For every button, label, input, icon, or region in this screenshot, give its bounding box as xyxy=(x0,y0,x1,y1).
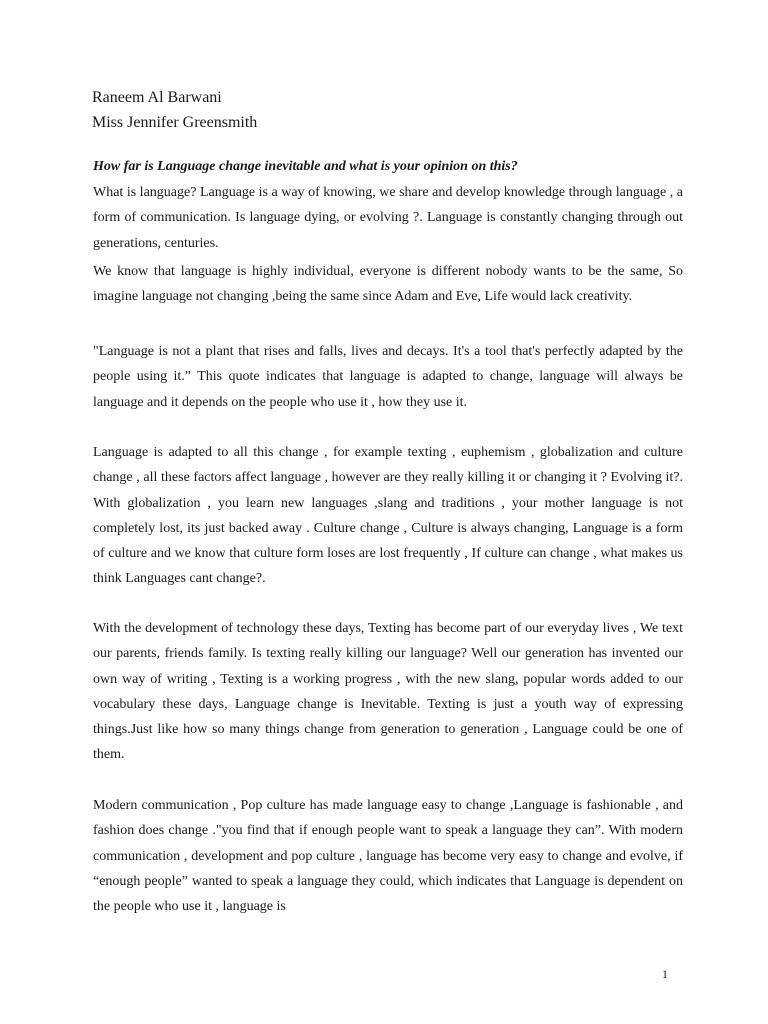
author-name: Raneem Al Barwani xyxy=(92,89,222,106)
paragraph: Modern communication , Pop culture has made language easy to change ,Language is fashionable , and fashion does change ."you find that if enough people want to speak a language they can”. With modern communication , development and pop culture , language has become very easy to change and evolve, if “enough people” wanted to speak a language they could, which indicates that Language is dependent on the people who use it , language is xyxy=(93,798,683,915)
paragraph: We know that language is highly individual, everyone is different nobody wants to be the same, So imagine language not changing ,being the same since Adam and Eve, Life would lack creativity. xyxy=(93,264,683,305)
paragraph: "Language is not a plant that rises and falls, lives and decays. It's a tool that's perfectly adapted by the people using it.” This quote indicates that language is adapted to change, language will always be language and it depends on the people who use it , how they use it. xyxy=(93,344,683,410)
paragraph: What is language? Language is a way of knowing, we share and develop knowledge through language , a form of communication. Is language dying, or evolving ?. Language is constantly changing through out generations, centuries. xyxy=(93,185,683,251)
paragraph: Language is adapted to all this change , for example texting , euphemism , globalization and culture change , all these factors affect language , however are they really killing it or changing it ? Evolving it?. With globalization , you learn new languages ,slang and traditions , your mother language is not completely lost, its just backed away . Culture change , Culture is always changing, Language is a form of culture and we know that culture form loses are lost frequently , If culture can change , what makes us think Languages cant change?. xyxy=(93,445,683,587)
teacher-name: Miss Jennifer Greensmith xyxy=(92,114,258,131)
paragraph-2-block xyxy=(93,259,683,310)
paragraph-3-block xyxy=(93,339,683,415)
paragraph-6-block xyxy=(93,793,683,919)
paragraph-1-block xyxy=(93,180,683,256)
paragraph: With the development of technology these days, Texting has become part of our everyday lives , We text our parents, friends family. Is texting really killing our language? Well our generation has invented our own way of writing , Texting is a working progress , with the new slang, popular words added to our vocabulary these days, Language change is Inevitable. Texting is just a youth way of expressing things.Just like how so many things change from generation to generation , Language could be one of them. xyxy=(93,621,683,763)
page-number: 1 xyxy=(662,967,668,981)
essay-question: How far is Language change inevitable and what is your opinion on this? xyxy=(93,159,518,174)
paragraph-5-block xyxy=(93,616,683,768)
essay-question-block xyxy=(93,155,683,179)
paragraph-4-block xyxy=(93,440,683,592)
